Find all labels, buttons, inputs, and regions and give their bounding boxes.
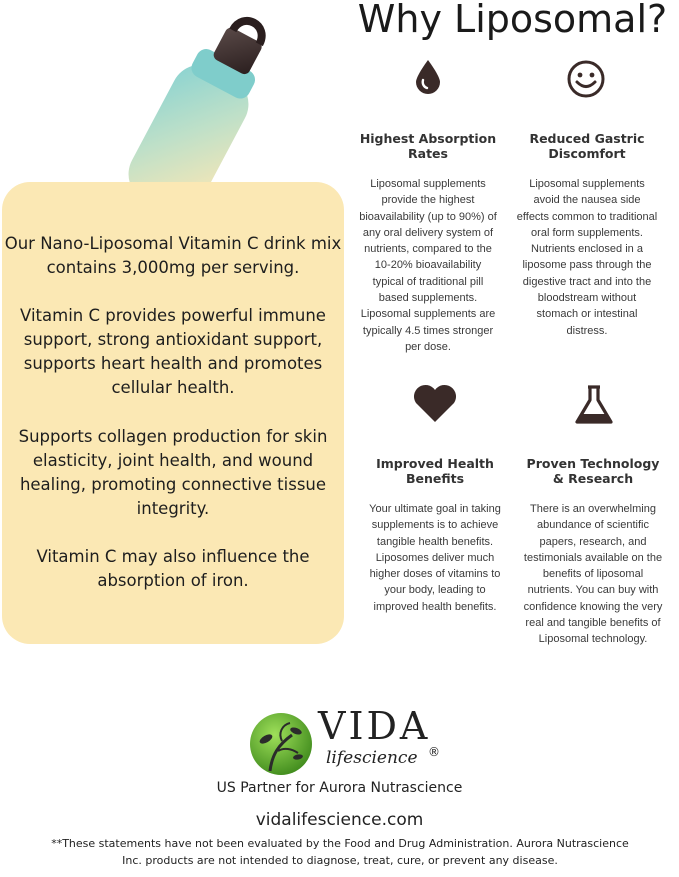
droplet-icon [414, 58, 442, 94]
info-paragraph-iron: Vitamin C may also influence the absorption of iron. [36, 547, 310, 590]
feature-body-health: Your ultimate goal in taking supplements is to achieve tangible health benefits. Liposomes deliver much higher doses of vitamins to your body, leading to improved health benefits. [369, 503, 501, 613]
brand-subtitle: lifescience [326, 748, 418, 768]
feature-body-gastric: Liposomal supplements avoid the nausea side effects common to traditional oral form supplements. Nutrients enclosed in a liposome pass through the digestive tract and into the bloodstream without stomach or intestinal distress. [516, 178, 658, 337]
feature-title-absorption: Highest Absorption Rates [359, 131, 497, 161]
registered-mark: ® [428, 745, 440, 759]
smiley-icon [566, 59, 606, 99]
info-paragraph-serving: Our Nano-Liposomal Vitamin C drink mix contains 3,000mg per serving. [4, 234, 342, 277]
feature-title-technology: Proven Technology & Research [526, 456, 660, 486]
partner-text: US Partner for Aurora Nutrascience [216, 780, 463, 796]
page-title: Why Liposomal? [357, 0, 668, 41]
heart-icon [411, 384, 459, 424]
website-link[interactable]: vidalifescience.com [255, 810, 424, 830]
vida-logo-icon [248, 711, 314, 777]
info-paragraph-collagen: Supports collagen production for skin elasticity, joint health, and wound healing, promoting connective tissue integrity. [18, 427, 328, 518]
feature-title-health: Improved Health Benefits [376, 456, 494, 486]
fda-disclaimer: **These statements have not been evaluated by the Food and Drug Administration. Aurora Nutrascience Inc. products are not intended to diagnose, treat, cure, or prevent any disease. [51, 837, 629, 867]
feature-body-absorption: Liposomal supplements provide the highest bioavailability (up to 90%) of any oral delivery system of nutrients, compared to the 10-20% bioavailability typical of traditional pill based supplements. Liposomal supplements are typically 4.5 times stronger per dose. [359, 178, 497, 353]
flask-icon [574, 384, 614, 426]
brand-name: VIDA [318, 704, 431, 748]
info-paragraph-immune: Vitamin C provides powerful immune support, strong antioxidant support, supports heart health and promotes cellular health. [20, 306, 326, 397]
feature-body-technology: There is an overwhelming abundance of scientific papers, research, and testimonials available on the benefits of liposomal nutrients. You can buy with confidence knowing the very real and tangible benefits of Liposomal technology. [523, 503, 663, 646]
feature-title-gastric: Reduced Gastric Discomfort [529, 131, 645, 161]
